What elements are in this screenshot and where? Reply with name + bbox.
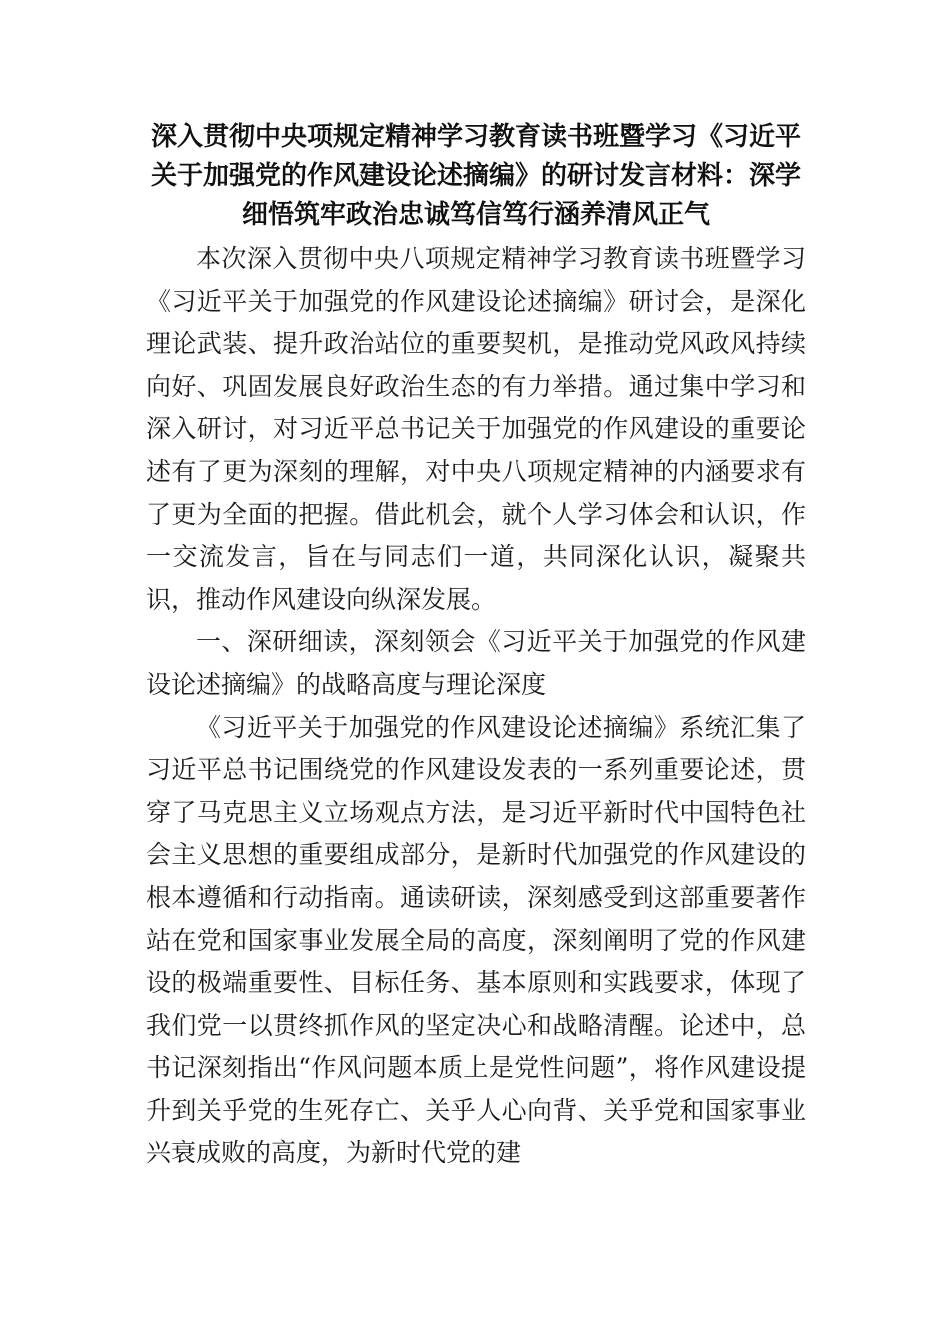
- section-1-heading: 一、深研细读，深刻领会《习近平关于加强党的作风建设论述摘编》的战略高度与理论深度: [146, 627, 806, 699]
- document-title: 深入贯彻中央项规定精神学习教育读书班暨学习《习近平关于加强党的作风建设论述摘编》的研讨发言材料：深学细悟筑牢政治忠诚笃信笃行涵养清风正气: [150, 122, 801, 230]
- document-page: [146, 118, 806, 1175]
- intro-paragraph: 本次深入贯彻中央八项规定精神学习教育读书班暨学习《习近平关于加强党的作风建设论述摘编》研讨会，是深化理论武装、提升政治站位的重要契机，是推动党风政风持续向好、巩固发展良好政治生态的有力举措。通过集中学习和深入研讨，对习近平总书记关于加强党的作风建设的重要论述有了更为深刻的理解，对中央八项规定精神的内涵要求有了更为全面的把握。借此机会，就个人学习体会和认识，作一交流发言，旨在与同志们一道，共同深化认识，凝聚共识，推动作风建设向纵深发展。: [146, 244, 806, 614]
- section-1-paragraph: 《习近平关于加强党的作风建设论述摘编》系统汇集了习近平总书记围绕党的作风建设发表的一系列重要论述，贯穿了马克思主义立场观点方法，是习近平新时代中国特色社会主义思想的重要组成部分，是新时代加强党的作风建设的根本遵循和行动指南。通读研读，深刻感受到这部重要著作站在党和国家事业发展全局的高度，深刻阐明了党的作风建设的极端重要性、目标任务、基本原则和实践要求，体现了我们党一以贯终抓作风的坚定决心和战略清醒。论述中，总书记深刻指出“作风问题本质上是党性问题”，将作风建设提升到关乎党的生死存亡、关乎人心向背、关乎党和国家事业兴衰成败的高度，为新时代党的建: [146, 712, 806, 1168]
